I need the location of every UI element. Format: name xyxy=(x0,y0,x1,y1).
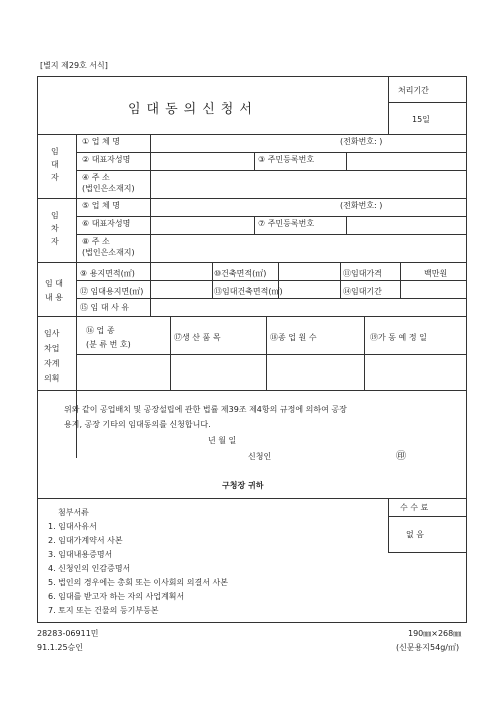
attachment-item: 4. 신청인의 인감증명서 xyxy=(48,564,131,573)
lessor-representative-label: ② 대표자성명 xyxy=(82,155,131,164)
start-date-label: ⑲가 동 예 정 일 xyxy=(370,333,427,342)
processing-period-value: 15일 xyxy=(412,115,430,124)
lease-label-1: 임 대 xyxy=(45,279,63,288)
lessee-label-3: 자 xyxy=(51,237,59,246)
lessor-business-name-label: ① 업 체 명 xyxy=(82,137,120,146)
lease-price-unit: 백만원 xyxy=(424,269,448,278)
lessee-phone: (전화번호: ) xyxy=(340,201,383,210)
addressee: 구청장 귀하 xyxy=(222,481,264,490)
plan-label-4: 의획 xyxy=(44,374,60,383)
site-area-label: ⑨ 용지면적(㎡) xyxy=(80,269,135,278)
page-title: 임대동의신청서 xyxy=(128,102,258,117)
attachment-item: 5. 법인의 경우에는 총회 또는 이사회의 의결서 사본 xyxy=(48,578,228,587)
lessor-phone: (전화번호: ) xyxy=(340,137,383,146)
seal-mark: ㊞ xyxy=(396,451,406,462)
lessee-address-label: ⑧ 주 소 xyxy=(82,237,110,246)
fee-value: 없 음 xyxy=(406,530,424,539)
industry-label: ⑯ 업 종 xyxy=(86,326,115,335)
paper-type: (신문용지54g/㎡) xyxy=(396,643,460,652)
plan-label-1: 임사 xyxy=(44,329,60,338)
lease-label-2: 내 용 xyxy=(45,293,63,302)
lease-period-label: ⑭임대기간 xyxy=(343,287,382,296)
attachment-item: 2. 임대가계약서 사본 xyxy=(48,536,123,545)
processing-period-label: 처리기간 xyxy=(398,86,429,95)
application-date: 년 월 일 xyxy=(208,436,237,445)
fee-label: 수 수 료 xyxy=(400,503,429,512)
attachment-item: 7. 토지 또는 건물의 등기부등본 xyxy=(48,606,159,615)
form-code: [별지 제29호 서식] xyxy=(40,61,108,70)
lessee-label-1: 임 xyxy=(51,211,59,220)
industry-code-label: (분 류 번 호) xyxy=(86,340,131,349)
attachments-title: 첨부서류 xyxy=(58,508,89,517)
employees-label: ⑱종 업 원 수 xyxy=(270,333,317,342)
plan-label-3: 자계 xyxy=(44,359,60,368)
lessee-resident-no-label: ⑦ 주민등록번호 xyxy=(258,219,315,228)
paper-size: 190㎜×268㎜ xyxy=(408,629,462,638)
lessor-label-1: 임 xyxy=(51,147,59,156)
products-label: ⑰생 산 품 목 xyxy=(174,333,221,342)
lease-price-label: ⑪임대가격 xyxy=(343,269,382,278)
approval-date: 91.1.25승인 xyxy=(37,643,83,652)
lessor-address-note: (법인은소재지) xyxy=(82,184,135,193)
form-number: 28283-06911민 xyxy=(37,629,99,638)
building-area-label: ⑩건축면적(㎡) xyxy=(214,269,267,278)
lessee-representative-label: ⑥ 대표자성명 xyxy=(82,219,131,228)
plan-label-2: 차업 xyxy=(44,344,60,353)
lessee-label-2: 차 xyxy=(51,224,59,233)
attachment-item: 1. 임대사유서 xyxy=(48,522,97,531)
lessor-label-3: 자 xyxy=(51,173,59,182)
leased-building-area-label: ⑬임대건축면적(㎡) xyxy=(214,287,283,296)
statement-line-2: 용지, 공장 기타의 임대동의를 신청합니다. xyxy=(64,420,211,429)
applicant-label: 신청인 xyxy=(248,452,272,461)
lessee-address-note: (법인은소재지) xyxy=(82,248,135,257)
lessor-address-label: ④ 주 소 xyxy=(82,173,110,182)
statement-line-1: 위와 같이 공업배치 및 공장설립에 관한 법률 제39조 제4항의 규정에 의하여 공장 xyxy=(64,405,347,414)
lessee-business-name-label: ⑤ 업 체 명 xyxy=(82,201,120,210)
lessor-resident-no-label: ③ 주민등록번호 xyxy=(258,155,315,164)
attachment-item: 6. 임대를 받고자 하는 자의 사업계획서 xyxy=(48,592,185,601)
lessor-label-2: 대 xyxy=(51,160,59,169)
leased-site-area-label: ⑫ 임대용지면(㎡) xyxy=(80,287,144,296)
lease-reason-label: ⑮ 임 대 사 유 xyxy=(80,303,130,312)
attachment-item: 3. 임대내용증명서 xyxy=(48,550,113,559)
